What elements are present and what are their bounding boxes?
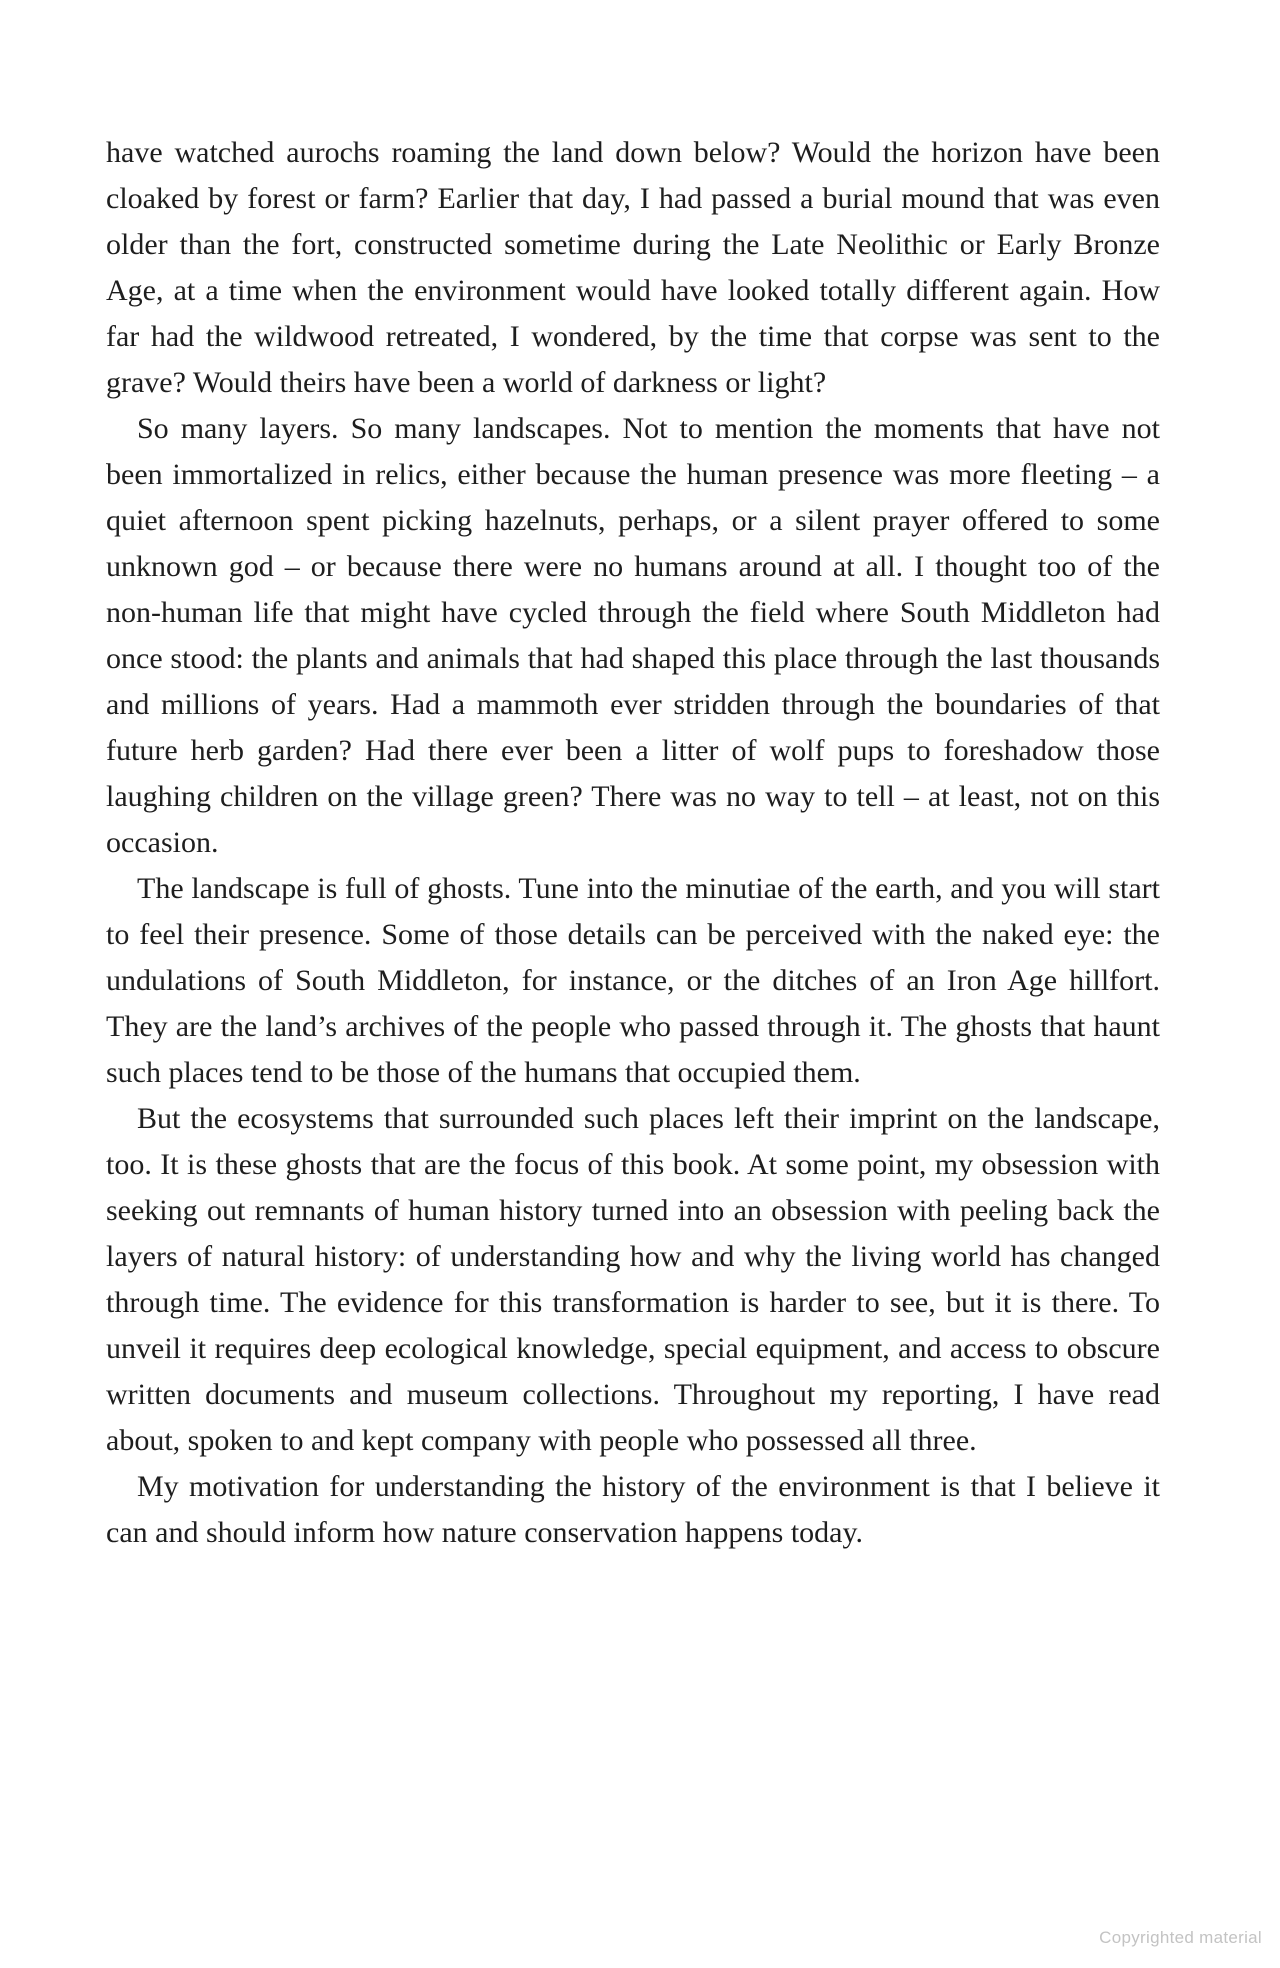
- copyright-watermark: Copyrighted material: [1099, 1928, 1262, 1947]
- body-paragraph-3: The landscape is full of ghosts. Tune into the minutiae of the earth, and you will start to feel their presence. Some of those details can be perceived with the naked eye: the undulations of South Middleton, for instance, or the ditches of an Iron Age hillfort. They are the land’s archives of the people who passed through it. The ghosts that haunt such places tend to be those of the humans that occupied them.: [106, 872, 1160, 1089]
- body-paragraph-2: So many layers. So many landscapes. Not to mention the moments that have not been immortalized in relics, either because the human presence was more fleeting – a quiet afternoon spent picking hazelnuts, perhaps, or a silent prayer offered to some unknown god – or because there were no humans around at all. I thought too of the non-human life that might have cycled through the field where South Middleton had once stood: the plants and animals that had shaped this place through the last thousands and millions of years. Had a mammoth ever stridden through the boundaries of that future herb garden? Had there ever been a litter of wolf pups to foreshadow those laughing children on the village green? There was no way to tell – at least, not on this occasion.: [106, 412, 1160, 859]
- body-paragraph-4: But the ecosystems that surrounded such places left their imprint on the landscape, too. It is these ghosts that are the focus of this book. At some point, my obsession with seeking out remnants of human history turned into an obsession with peeling back the layers of natural history: of understanding how and why the living world has changed through time. The evidence for this transformation is harder to see, but it is there. To unveil it requires deep ecological knowledge, special equipment, and access to obscure written documents and museum collections. Throughout my reporting, I have read about, spoken to and kept company with people who possessed all three.: [106, 1102, 1160, 1457]
- body-paragraph-1: have watched aurochs roaming the land down below? Would the horizon have been cloaked by forest or farm? Earlier that day, I had passed a burial mound that was even older than the fort, constructed sometime during the Late Neolithic or Early Bronze Age, at a time when the environment would have looked totally different again. How far had the wildwood retreated, I wondered, by the time that corpse was sent to the grave? Would theirs have been a world of darkness or light?: [106, 136, 1160, 399]
- page-body-text: [106, 130, 1160, 1556]
- body-paragraph-5: My motivation for understanding the history of the environment is that I believe it can and should inform how nature conservation happens today.: [106, 1470, 1160, 1549]
